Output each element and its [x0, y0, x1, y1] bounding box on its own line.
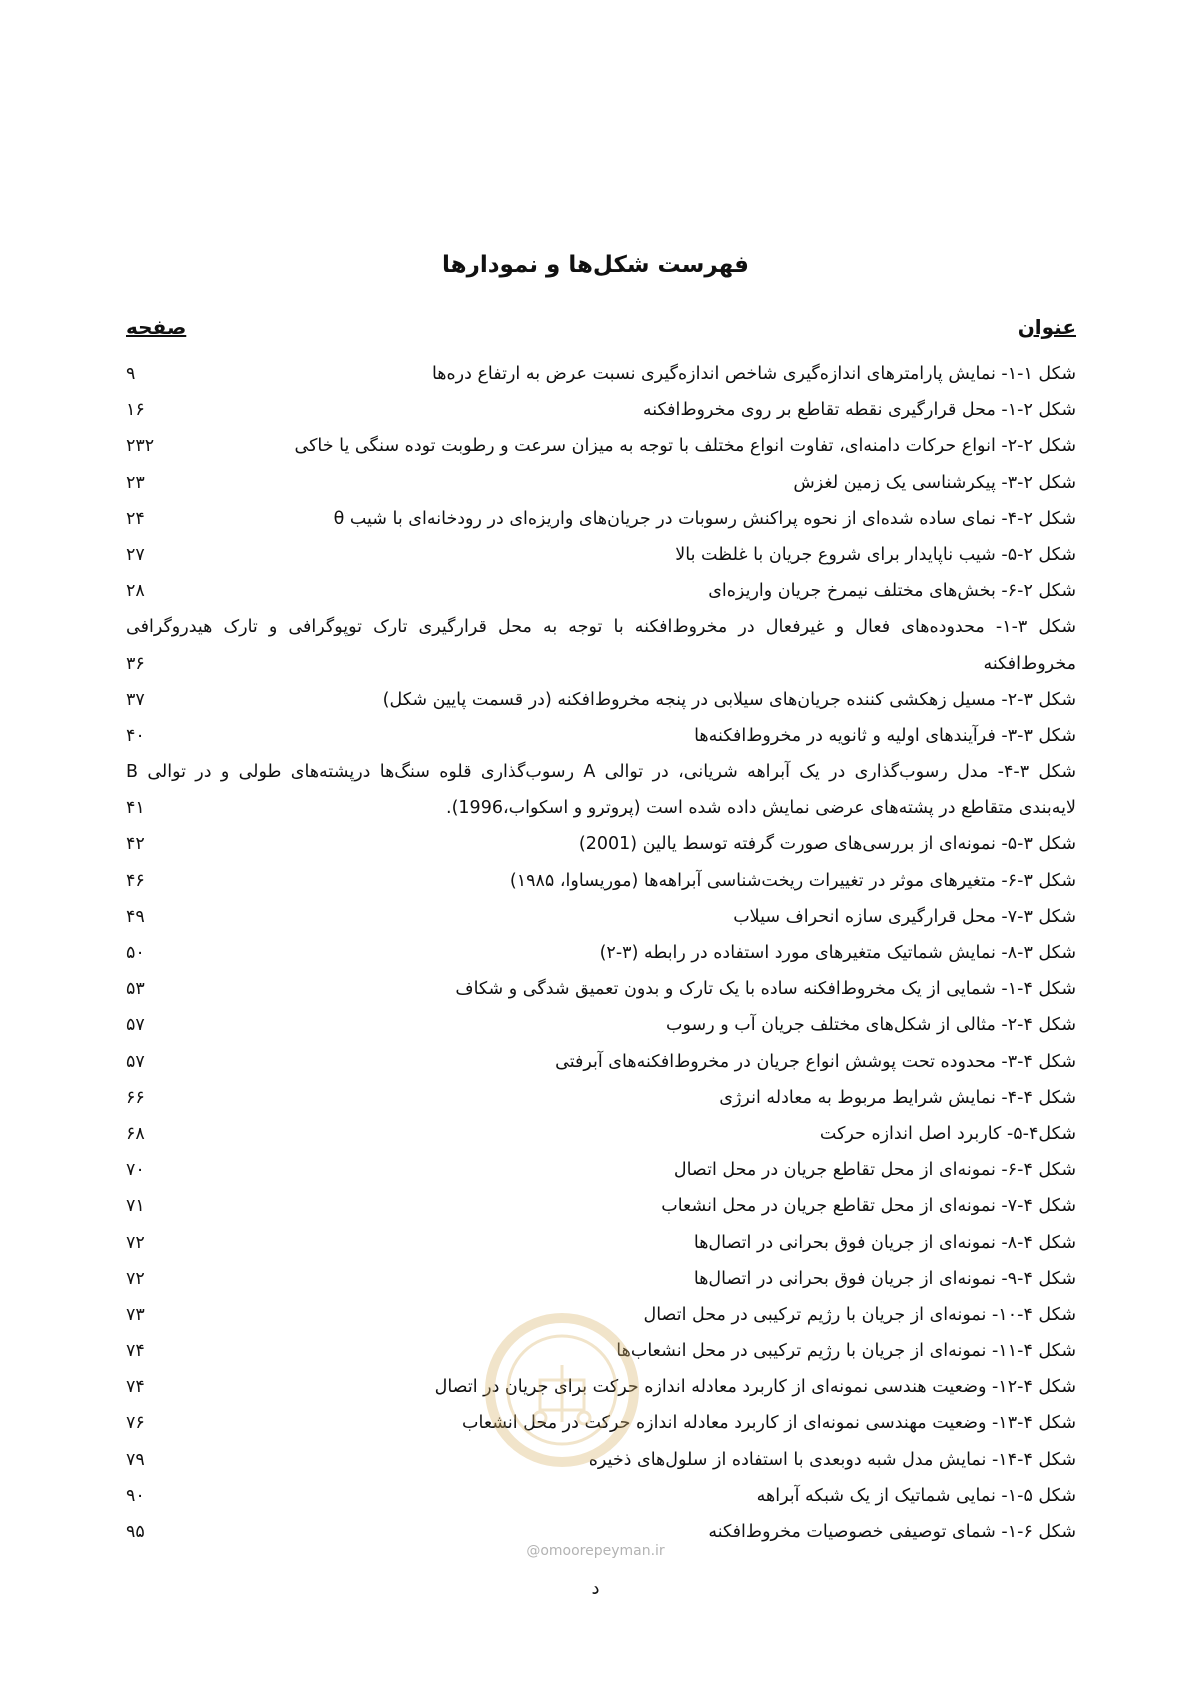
list-header: [126, 315, 1076, 345]
figure-caption: مخروط‌افکنه: [983, 653, 1076, 674]
figure-caption: شکل ۴-۱۲- وضعیت هندسی نمونه‌ای از کاربرد معادله اندازه حرکت برای جریان در اتصال: [434, 1377, 1076, 1398]
list-item: [126, 1116, 1076, 1152]
figure-page-number: ۲۳: [126, 472, 145, 493]
figure-caption: لایه‌بندی متقاطع در پشته‌های عرضی نمایش داده شده است (پروترو و اسکواب،1996).: [446, 798, 1076, 819]
list-item: [126, 537, 1076, 573]
list-item-line: [126, 428, 1076, 464]
list-item: [126, 501, 1076, 537]
figure-page-number: ۹۰: [126, 1485, 145, 1506]
list-item-line: [126, 1225, 1076, 1261]
list-item: [126, 899, 1076, 935]
list-item: [126, 609, 1076, 681]
figure-caption: شکل ۴-۱۳- وضعیت مهندسی نمونه‌ای از کاربرد معادله اندازه حرکت در محل انشعاب: [462, 1413, 1076, 1434]
figure-caption: شکل ۳-۵- نمونه‌ای از بررسی‌های صورت گرفته توسط یالین (2001): [578, 834, 1076, 855]
figure-caption: شکل ۳-۳- فرآیندهای اولیه و ثانویه در مخروط‌افکنه‌ها: [694, 725, 1076, 746]
figure-caption: شکل ۲-۳- پیکرشناسی یک زمین لغزش: [793, 472, 1076, 493]
figure-caption: شکل ۴-۱- شمایی از یک مخروط‌افکنه ساده با یک تارک و بدون تعمیق شدگی و شکاف: [455, 979, 1076, 1000]
figure-page-number: ۷۴: [126, 1341, 145, 1362]
list-item-line: [126, 899, 1076, 935]
figure-page-number: ۷۱: [126, 1196, 145, 1217]
list-item-line: [126, 1007, 1076, 1043]
list-item-line: [126, 1261, 1076, 1297]
figure-page-number: ۵۷: [126, 1051, 145, 1072]
list-item-line: [126, 754, 1076, 790]
figure-page-number: ۵۳: [126, 979, 145, 1000]
list-item-line: [126, 1080, 1076, 1116]
list-item: [126, 718, 1076, 754]
figure-caption: شکل ۲-۶- بخش‌های مختلف نیمرخ جریان واریزه‌ای: [708, 581, 1076, 602]
list-item-line: [126, 971, 1076, 1007]
list-item-line: [126, 1116, 1076, 1152]
figure-caption: شکل ۲-۵- شیب ناپایدار برای شروع جریان با غلظت بالا: [675, 544, 1076, 565]
list-item-line: [126, 1044, 1076, 1080]
figure-page-number: ۵۷: [126, 1015, 145, 1036]
list-item-line: [126, 609, 1076, 645]
list-item-line: [126, 826, 1076, 862]
page-title: فهرست شکل‌ها و نمودارها: [442, 252, 749, 278]
figure-page-number: ۳۷: [126, 689, 145, 710]
figure-page-number: ۳۶: [126, 653, 145, 674]
figure-caption: شکل ۴-۱۰- نمونه‌ای از جریان با رژیم ترکیبی در محل اتصال: [643, 1304, 1076, 1325]
figure-caption: شکل ۳-۸- نمایش شماتیک متغیرهای مورد استفاده در رابطه (۳-۲): [599, 943, 1076, 963]
figure-caption: شکل ۳-۱- محدوده‌های فعال و غیرفعال در مخروط‌افکنه با توجه به محل قرارگیری تارک توپوگرافی و تارک هیدروگرافی: [126, 617, 1076, 638]
list-item: [126, 1152, 1076, 1188]
figure-page-number: ۹: [126, 364, 136, 384]
figure-caption: شکل ۳-۶- متغیرهای موثر در تغییرات ریخت‌شناسی آبراهه‌ها (موریساوا، ۱۹۸۵): [509, 870, 1076, 891]
figure-caption: شکل ۴-۸- نمونه‌ای از جریان فوق بحرانی در اتصال‌ها: [693, 1232, 1076, 1253]
list-item-line: [126, 646, 1076, 682]
figure-page-number: ۷۲: [126, 1232, 145, 1253]
figure-caption: شکل ۴-۳- محدوده تحت پوشش انواع جریان در مخروط‌افکنه‌های آبرفتی: [555, 1051, 1076, 1072]
list-item: [126, 428, 1076, 464]
figure-caption: شکل ۴-۶- نمونه‌ای از محل تقاطع جریان در محل اتصال: [673, 1160, 1076, 1181]
list-item-line: [126, 863, 1076, 899]
list-item: [126, 392, 1076, 428]
list-item: [126, 573, 1076, 609]
figure-page-number: ۹۵: [126, 1522, 145, 1542]
figure-page-number: ۷۶: [126, 1413, 145, 1434]
figure-caption: شکل ۴-۷- نمونه‌ای از محل تقاطع جریان در محل انشعاب: [661, 1196, 1076, 1217]
list-item: [126, 1007, 1076, 1043]
list-item: [126, 682, 1076, 718]
list-item: [126, 935, 1076, 971]
watermark-logo: [482, 1310, 642, 1470]
page-number: د: [591, 1578, 600, 1599]
figure-caption: شکل ۴-۲- مثالی از شکل‌های مختلف جریان آب و رسوب: [666, 1015, 1076, 1036]
list-item-line: [126, 935, 1076, 971]
figure-page-number: ۱۶: [126, 400, 145, 421]
figure-page-number: ۲۷: [126, 544, 145, 565]
figure-caption: شکل ۴-۹- نمونه‌ای از جریان فوق بحرانی در اتصال‌ها: [693, 1268, 1076, 1289]
list-item-line: [126, 718, 1076, 754]
list-item: [126, 465, 1076, 501]
figure-page-number: ۶۸: [126, 1123, 145, 1144]
list-item: [126, 356, 1076, 392]
list-item: [126, 1044, 1076, 1080]
list-item: [126, 1478, 1076, 1514]
list-item-line: [126, 392, 1076, 428]
title-column-header: عنوان: [1017, 315, 1076, 339]
figure-page-number: ۷۴: [126, 1377, 145, 1398]
figure-caption: شکل ۱-۱- نمایش پارامترهای اندازه‌گیری شاخص اندازه‌گیری نسبت عرض به ارتفاع دره‌ها: [431, 364, 1076, 384]
figure-page-number: ۴۶: [126, 870, 145, 891]
figure-page-number: ۴۱: [126, 798, 145, 819]
figure-caption: شکل ۴-۴- نمایش شرایط مربوط به معادله انرژی: [719, 1087, 1076, 1108]
list-item-line: [126, 501, 1076, 537]
figure-page-number: ۴۹: [126, 906, 145, 927]
list-item: [126, 1225, 1076, 1261]
figure-page-number: ۷۲: [126, 1268, 145, 1289]
list-item-line: [126, 790, 1076, 826]
figure-page-number: ۵۰: [126, 943, 145, 963]
list-item: [126, 971, 1076, 1007]
list-item-line: [126, 1152, 1076, 1188]
figure-caption: شکل ۴-۱۴- نمایش مدل شبه دوبعدی با استفاده از سلول‌های ذخیره: [588, 1449, 1076, 1470]
figure-caption: شکل ۲-۲- انواع حرکات دامنه‌ای، تفاوت انواع مختلف با توجه به میزان سرعت و رطوبت توده سنگی یا خاکی: [294, 436, 1076, 457]
list-item: [126, 863, 1076, 899]
figure-page-number: ۲۴: [126, 508, 145, 529]
figure-page-number: ۲۸: [126, 581, 145, 602]
page-column-header: صفحه: [126, 315, 187, 339]
figure-page-number: ۷۹: [126, 1449, 145, 1470]
figure-caption: شکل ۳-۷- محل قرارگیری سازه انحراف سیلاب: [733, 906, 1076, 927]
figure-caption: شکل ۳-۴- مدل رسوب‌گذاری در یک آبراهه شریانی، در توالی A رسوب‌گذاری قلوه سنگ‌ها درپشته‌های طولی و در توالی B: [126, 762, 1076, 783]
list-item: [126, 826, 1076, 862]
list-item-line: [126, 465, 1076, 501]
figure-caption: شکل ۵-۱- نمایی شماتیک از یک شبکه آبراهه: [756, 1485, 1076, 1506]
list-item-line: [126, 682, 1076, 718]
figure-page-number: ۴۲: [126, 834, 145, 855]
figure-caption: شکل ۳-۲- مسیل زهکشی کننده جریان‌های سیلابی در پنجه مخروط‌افکنه (در قسمت پایین شکل): [382, 689, 1076, 710]
list-item: [126, 1188, 1076, 1224]
figure-caption: شکل ۲-۱- محل قرارگیری نقطه تقاطع بر روی مخروط‌افکنه: [642, 400, 1076, 421]
list-item: [126, 1080, 1076, 1116]
list-item-line: [126, 356, 1076, 392]
figure-caption: شکل ۴-۱۱- نمونه‌ای از جریان با رژیم ترکیبی در محل انشعاب‌ها: [616, 1341, 1076, 1362]
list-item-line: [126, 1188, 1076, 1224]
list-item: [126, 754, 1076, 826]
figure-page-number: ۶۶: [126, 1087, 145, 1108]
figure-caption: شکل۴-۵- کاربرد اصل اندازه حرکت: [819, 1123, 1076, 1144]
list-item-line: [126, 573, 1076, 609]
figure-page-number: ۷۰: [126, 1160, 145, 1181]
figure-caption: شکل ۲-۴- نمای ساده شده‌ای از نحوه پراکنش رسوبات در جریان‌های واریزه‌ای در رودخانه‌ای با شیب θ: [333, 508, 1076, 529]
list-item-line: [126, 537, 1076, 573]
watermark-url: @omoorepeyman.ir: [526, 1543, 665, 1559]
figure-page-number: ۲۳۲: [126, 436, 155, 457]
figure-page-number: ۴۰: [126, 725, 145, 746]
figure-page-number: ۷۳: [126, 1304, 145, 1325]
list-item: [126, 1261, 1076, 1297]
list-item-line: [126, 1478, 1076, 1514]
figure-caption: شکل ۶-۱- شمای توصیفی خصوصیات مخروط‌افکنه: [708, 1522, 1076, 1542]
